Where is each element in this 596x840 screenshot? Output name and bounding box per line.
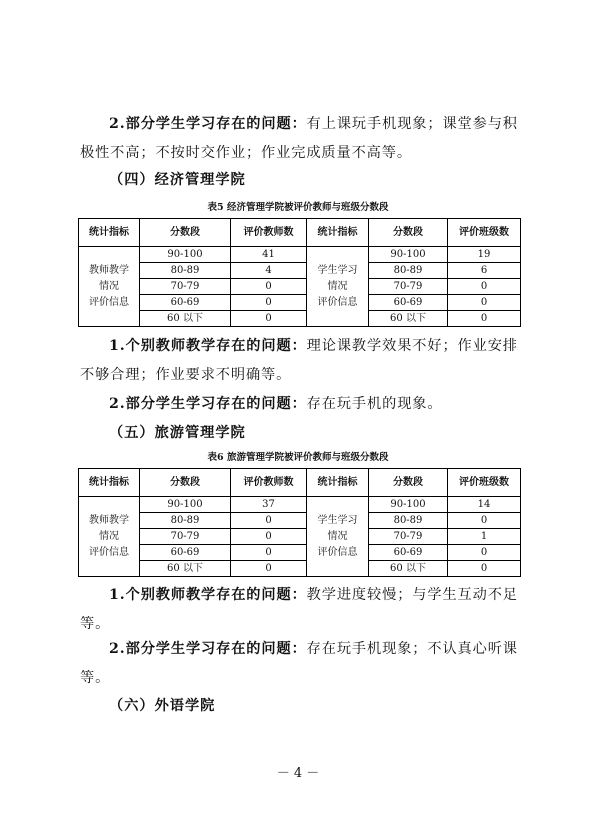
table-row — [79, 279, 521, 295]
table-row — [79, 545, 521, 561]
paragraph-text: 存在玩手机的现象。 — [306, 396, 443, 412]
student-eval-label: 学生学习 情况 评价信息 — [307, 497, 369, 577]
teacher-issues-paragraph — [80, 332, 520, 390]
class-count-cell: 0 — [448, 279, 521, 295]
header-cell: 分数段 — [140, 469, 231, 497]
teacher-eval-label: 教师教学 情况 评价信息 — [79, 497, 140, 577]
table-row — [79, 295, 521, 311]
class-count-cell: 0 — [448, 545, 521, 561]
section-heading-tourism: （五）旅游管理学院 — [109, 425, 246, 441]
class-count-cell: 14 — [448, 497, 521, 513]
score-range-cell: 60-69 — [369, 545, 448, 561]
header-cell: 评价教师数 — [231, 469, 307, 497]
score-range-cell: 60 以下 — [369, 311, 448, 327]
table-row — [79, 529, 521, 545]
teacher-count-cell: 4 — [231, 263, 307, 279]
score-range-cell: 90-100 — [369, 247, 448, 263]
class-count-cell: 19 — [448, 247, 521, 263]
score-range-cell: 90-100 — [140, 497, 231, 513]
score-range-cell: 80-89 — [140, 263, 231, 279]
table-row — [79, 247, 521, 263]
table-caption: 表5 经济管理学院被评价教师与班级分数段 — [207, 202, 389, 213]
paragraph-title: 2.部分学生学习存在的问题： — [109, 641, 307, 657]
teacher-count-cell: 37 — [231, 497, 307, 513]
paragraph-text: 有上课玩手机现象；课堂参与积极性不高；不按时交作业；作业完成质量不高等。 — [80, 116, 518, 161]
student-issues-paragraph — [80, 390, 520, 419]
header-cell: 统计指标 — [307, 219, 369, 247]
score-range-cell: 60 以下 — [140, 311, 231, 327]
teacher-count-cell: 0 — [231, 513, 307, 529]
score-range-cell: 80-89 — [369, 263, 448, 279]
class-count-cell: 0 — [448, 295, 521, 311]
class-count-cell: 0 — [448, 311, 521, 327]
student-issues-paragraph — [80, 635, 520, 693]
table-header-row — [79, 469, 521, 497]
paragraph-title: 2.部分学生学习存在的问题： — [109, 116, 307, 132]
score-range-cell: 60 以下 — [140, 561, 231, 577]
score-range-cell: 70-79 — [369, 279, 448, 295]
class-count-cell: 0 — [448, 513, 521, 529]
paragraph-title: 1.个别教师教学存在的问题： — [109, 587, 307, 603]
paragraph-text: 教学进度较慢；与学生互动不足等。 — [80, 587, 518, 632]
score-range-cell: 80-89 — [369, 513, 448, 529]
class-count-cell: 0 — [448, 561, 521, 577]
score-range-cell: 90-100 — [140, 247, 231, 263]
teacher-eval-label: 教师教学 情况 评价信息 — [79, 247, 140, 327]
table-row — [79, 311, 521, 327]
table-6 — [78, 468, 521, 577]
table-row — [79, 513, 521, 529]
paragraph-text: 存在玩手机现象；不认真心听课等。 — [80, 641, 518, 686]
header-cell: 评价教师数 — [231, 219, 307, 247]
score-range-cell: 90-100 — [369, 497, 448, 513]
table-row — [79, 497, 521, 513]
paragraph-title: 2.部分学生学习存在的问题： — [109, 396, 307, 412]
table-header-row — [79, 219, 521, 247]
student-eval-label: 学生学习 情况 评价信息 — [307, 247, 369, 327]
table-caption: 表6 旅游管理学院被评价教师与班级分数段 — [207, 452, 389, 463]
header-cell: 统计指标 — [79, 219, 140, 247]
score-range-cell: 60-69 — [140, 545, 231, 561]
score-range-cell: 60-69 — [369, 295, 448, 311]
teacher-count-cell: 0 — [231, 295, 307, 311]
table-row — [79, 263, 521, 279]
student-issues-paragraph — [80, 110, 520, 168]
teacher-issues-paragraph — [80, 581, 520, 639]
header-cell: 统计指标 — [79, 469, 140, 497]
teacher-count-cell: 0 — [231, 545, 307, 561]
teacher-count-cell: 0 — [231, 311, 307, 327]
class-count-cell: 1 — [448, 529, 521, 545]
header-cell: 评价班级数 — [448, 469, 521, 497]
page-number: － 4 － — [276, 766, 320, 781]
section-heading-economics: （四）经济管理学院 — [109, 172, 246, 188]
teacher-count-cell: 41 — [231, 247, 307, 263]
header-cell: 分数段 — [140, 219, 231, 247]
header-cell: 分数段 — [369, 469, 448, 497]
score-range-cell: 70-79 — [140, 279, 231, 295]
table-row — [79, 561, 521, 577]
header-cell: 分数段 — [369, 219, 448, 247]
teacher-count-cell: 0 — [231, 561, 307, 577]
teacher-count-cell: 0 — [231, 529, 307, 545]
score-range-cell: 60-69 — [140, 295, 231, 311]
score-range-cell: 80-89 — [140, 513, 231, 529]
class-count-cell: 6 — [448, 263, 521, 279]
score-range-cell: 70-79 — [369, 529, 448, 545]
section-heading-foreign-languages: （六）外语学院 — [109, 698, 216, 714]
paragraph-title: 1.个别教师教学存在的问题： — [109, 338, 307, 354]
score-range-cell: 70-79 — [140, 529, 231, 545]
teacher-count-cell: 0 — [231, 279, 307, 295]
header-cell: 评价班级数 — [448, 219, 521, 247]
table-5 — [78, 218, 521, 327]
score-range-cell: 60 以下 — [369, 561, 448, 577]
header-cell: 统计指标 — [307, 469, 369, 497]
paragraph-text: 理论课教学效果不好；作业安排不够合理；作业要求不明确等。 — [80, 338, 518, 383]
